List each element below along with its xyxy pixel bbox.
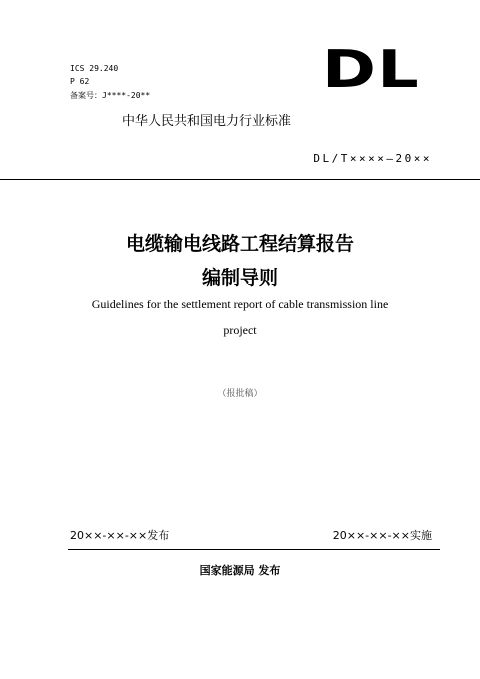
title-chinese-line-2: 编制导则 [201, 267, 278, 289]
filing-number: 备案号：J****-20** [70, 91, 151, 100]
ccs-code: P 62 [70, 77, 90, 86]
dl-logo: DL [322, 40, 420, 100]
footer-divider [68, 549, 440, 550]
standard-category: 中华人民共和国电力行业标准 [122, 114, 292, 129]
title-english-line-1: Guidelines for the settlement report of cable transmission line [91, 297, 389, 311]
title-chinese-line-1: 电缆输电线路工程结算报告 [125, 233, 354, 255]
title-english-line-2: project [223, 323, 257, 337]
issue-date: 20××-××-××发布 [70, 529, 170, 542]
ics-code: ICS 29.240 [70, 64, 119, 73]
header-divider [0, 179, 480, 180]
implementation-date: 20××-××-××实施 [332, 529, 432, 542]
standard-number: DL/T××××—20×× [313, 152, 432, 165]
publisher: 国家能源局 发布 [199, 564, 281, 577]
draft-status: （报批稿） [217, 389, 263, 399]
